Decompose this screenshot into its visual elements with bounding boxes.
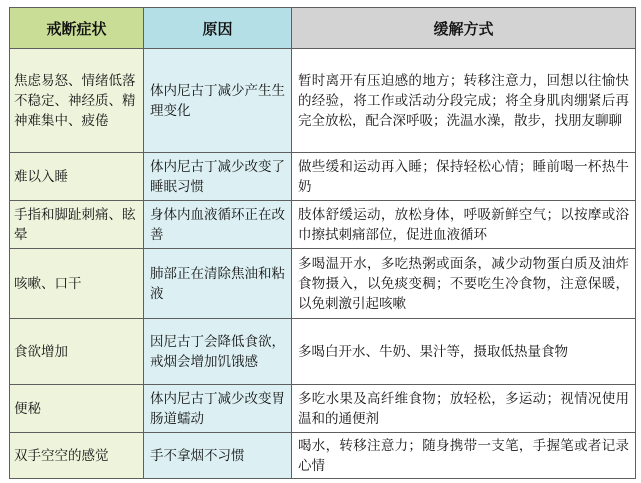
table-row [10, 49, 636, 153]
header-symptom: 戒断症状 [10, 8, 144, 49]
cause-cell: 体内尼古丁减少改变胃肠道蠕动 [144, 385, 292, 433]
relief-cell: 多吃水果及高纤维食物；放轻松，多运动；视情况使用温和的通便剂 [292, 385, 636, 433]
relief-cell: 做些缓和运动再入睡；保持轻松心情；睡前喝一杯热牛奶 [292, 153, 636, 201]
header-cause: 原因 [144, 8, 292, 49]
header-row [10, 8, 636, 49]
cause-cell: 身体内血液循环正在改善 [144, 201, 292, 249]
symptom-cell: 难以入睡 [10, 153, 144, 201]
symptom-cell: 咳嗽、口干 [10, 249, 144, 319]
symptom-cell: 焦虑易怒、情绪低落不稳定、神经质、精神难集中、疲倦 [10, 49, 144, 153]
relief-cell: 喝水，转移注意力；随身携带一支笔，手握笔或者记录心情 [292, 433, 636, 479]
table-row [10, 385, 636, 433]
relief-cell: 多喝白开水、牛奶、果汁等，摄取低热量食物 [292, 319, 636, 385]
table-row [10, 433, 636, 479]
table-row [10, 201, 636, 249]
cause-cell: 手不拿烟不习惯 [144, 433, 292, 479]
table-row [10, 249, 636, 319]
symptom-cell: 食欲增加 [10, 319, 144, 385]
relief-cell: 肢体舒缓运动，放松身体，呼吸新鲜空气；以按摩或浴巾擦拭刺痛部位，促进血液循环 [292, 201, 636, 249]
symptom-cell: 双手空空的感觉 [10, 433, 144, 479]
table-row [10, 153, 636, 201]
cause-cell: 体内尼古丁减少产生生理变化 [144, 49, 292, 153]
symptom-cell: 手指和脚趾刺痛、眩晕 [10, 201, 144, 249]
withdrawal-symptoms-table [9, 7, 636, 479]
cause-cell: 体内尼古丁减少改变了睡眠习惯 [144, 153, 292, 201]
symptom-cell: 便秘 [10, 385, 144, 433]
relief-cell: 多喝温开水，多吃热粥或面条，减少动物蛋白质及油炸食物摄入，以免痰变稠；不要吃生冷食物，注意保暖，以免刺激引起咳嗽 [292, 249, 636, 319]
table-row [10, 319, 636, 385]
relief-cell: 暂时离开有压迫感的地方；转移注意力，回想以往愉快的经验，将工作或活动分段完成；将全身肌肉绷紧后再完全放松，配合深呼吸；洗温水澡，散步，找朋友聊聊 [292, 49, 636, 153]
header-relief: 缓解方式 [292, 8, 636, 49]
cause-cell: 肺部正在清除焦油和粘液 [144, 249, 292, 319]
cause-cell: 因尼古丁会降低食欲，戒烟会增加饥饿感 [144, 319, 292, 385]
